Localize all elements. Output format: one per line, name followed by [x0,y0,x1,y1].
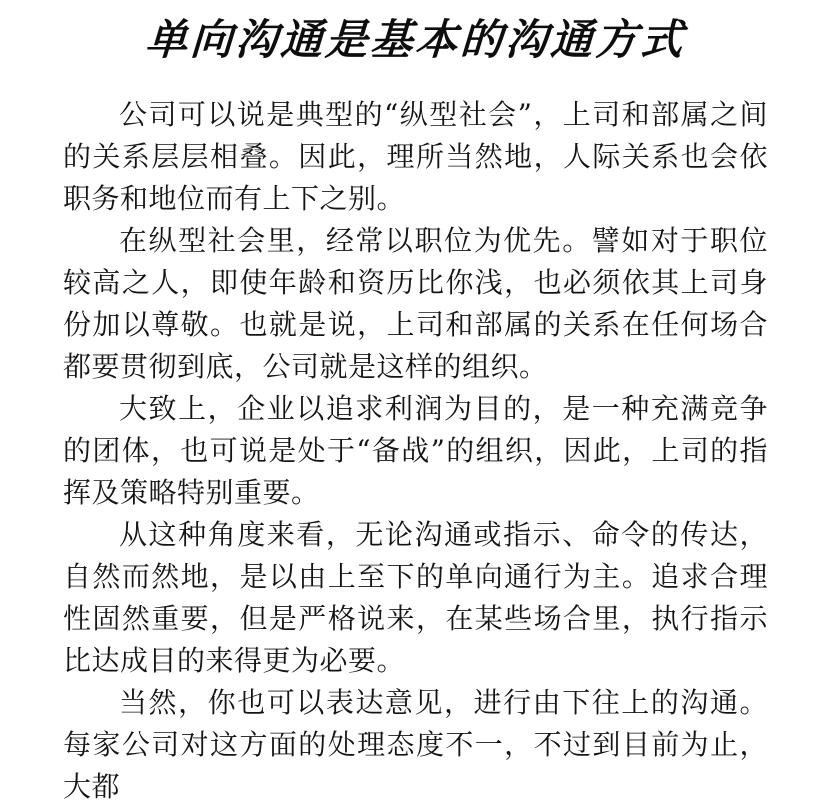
paragraph: 当然，你也可以表达意见，进行由下往上的沟通。每家公司对这方面的处理态度不一，不过到目前为止，大都 [63,686,768,803]
page-body [63,94,768,808]
paragraph: 公司可以说是典型的“纵型社会”，上司和部属之间的关系层层相叠。因此，理所当然地，人际关系也会依职务和地位而有上下之别。 [63,98,768,215]
paragraph: 大致上，企业以追求利润为目的，是一种充满竞争的团体，也可说是处于“备战”的组织，因此，上司的指挥及策略特别重要。 [63,392,768,509]
page-title: 单向沟通是基本的沟通方式 [144,15,687,64]
paragraph: 从这种角度来看，无论沟通或指示、命令的传达，自然而然地，是以由上至下的单向通行为主。追求合理性固然重要，但是严格说来，在某些场合里，执行指示比达成目的来得更为必要。 [63,518,768,677]
paragraph: 在纵型社会里，经常以职位为优先。譬如对于职位较高之人，即使年龄和资历比你浅，也必须依其上司身份加以尊敬。也就是说，上司和部属的关系在任何场合都要贯彻到底，公司就是这样的组织。 [63,224,768,383]
